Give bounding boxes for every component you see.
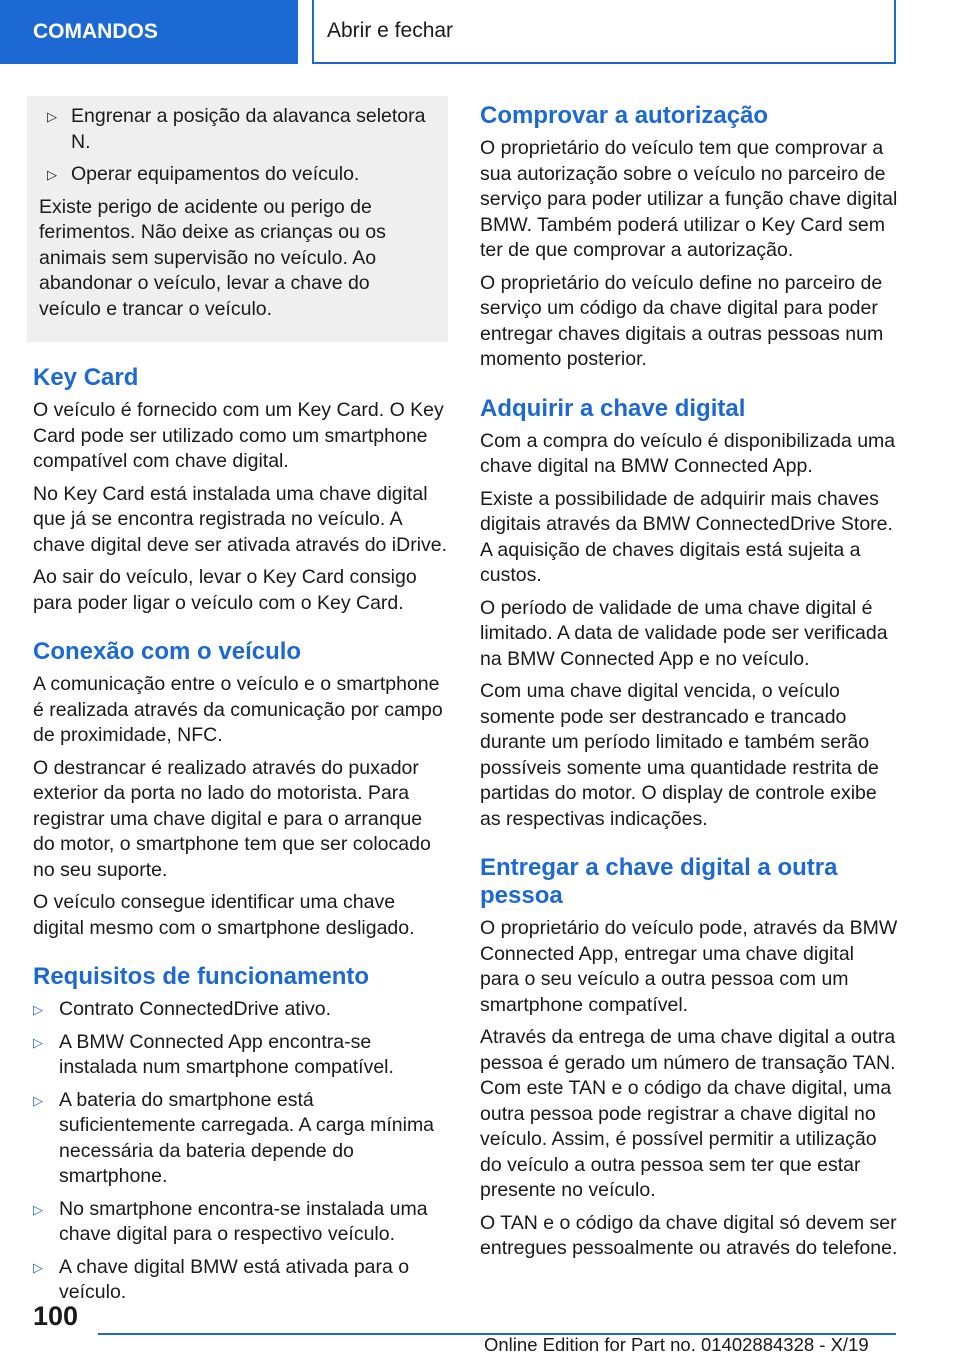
warning-note [27, 96, 448, 342]
list-item: ▷ A chave digital BMW está ativada para o veículo. [33, 1255, 448, 1306]
list-item: ▷ Contrato ConnectedDrive ativo. [33, 997, 448, 1023]
list-item: ▷ Operar equipamentos do veículo. [39, 162, 436, 188]
left-column [33, 96, 448, 1313]
triangle-bullet-icon: ▷ [33, 1259, 43, 1275]
list-item: ▷ A BMW Connected App encontra-se instalada num smartphone compatível. [33, 1030, 448, 1081]
paragraph: Com a compra do veículo é disponibilizada uma chave digital na BMW Connected App. [480, 429, 896, 477]
page-number: 100 [33, 1301, 79, 1331]
heading-comprovar: Comprovar a autorização [480, 102, 769, 129]
triangle-bullet-icon: ▷ [33, 1002, 43, 1017]
section-header [312, 0, 896, 64]
list-item: ▷ No smartphone encontra-se instalada uma chave digital para o respectivo veículo. [33, 1197, 448, 1248]
paragraph: Com uma chave digital vencida, o veículo somente pode ser destrancado e trancado durante um período limitado e também serão possíveis somente uma quantidade restrita de partidas do motor. O display de controle exibe as respectivas indicações. [480, 680, 879, 830]
heading-adquirir: Adquirir a chave digital [480, 394, 746, 422]
warning-text: Existe perigo de acidente ou perigo de ferimentos. Não deixe as crianças ou os animais sem supervisão no veículo. Ao abandonar o veículo, levar a chave do veículo e trancar o veículo. [39, 195, 386, 320]
heading-key-card: Key Card [33, 364, 139, 391]
paragraph: O proprietário do veículo define no parceiro de serviço um código da chave digital para poder entregar chaves digitais a outras pessoas num momento posterior. [480, 271, 884, 370]
paragraph: A comunicação entre o veículo e o smartphone é realizada através da comunicação por campo de proximidade, NFC. [33, 673, 443, 746]
triangle-bullet-icon: ▷ [33, 1092, 43, 1108]
paragraph: No Key Card está instalada uma chave digital que já se encontra registrada no veículo. A chave digital deve ser ativada através do iDrive. [33, 482, 448, 556]
chapter-tab[interactable] [0, 0, 298, 64]
chapter-tab-label: COMANDOS [33, 20, 158, 43]
paragraph: O veículo consegue identificar uma chave digital mesmo com o smartphone desligado. [33, 891, 415, 939]
triangle-bullet-icon: ▷ [33, 1034, 43, 1050]
list-item: ▷ A bateria do smartphone está suficientemente carregada. A carga mínima necessária da bateria depende do smartphone. [33, 1088, 448, 1190]
paragraph: O veículo é fornecido com um Key Card. O Key Card pode ser utilizado como um smartphone compatível com chave digital. [33, 399, 444, 472]
heading-requisitos: Requisitos de funcionamento [33, 963, 370, 990]
edition-footer: Online Edition for Part no. 01402884328 - X/19 [484, 1334, 869, 1355]
paragraph: O TAN e o código da chave digital só devem ser entregues pessoalmente ou através do telefone. [480, 1211, 898, 1259]
paragraph: O período de validade de uma chave digital é limitado. A data de validade pode ser verificada na BMW Connected App e no veículo. [480, 596, 888, 670]
paragraph: Através da entrega de uma chave digital a outra pessoa é gerado um número de transação TAN. Com este TAN e o código da chave digital, uma outra pessoa pode registrar a chave digital no veículo. Assim, é possível permitir a utilização do veículo a outra pessoa sem ter que estar presente no veículo. [480, 1026, 896, 1201]
right-column [480, 96, 898, 1269]
triangle-bullet-icon: ▷ [47, 167, 57, 182]
paragraph: Ao sair do veículo, levar o Key Card consigo para poder ligar o veículo com o Key Card. [33, 566, 417, 614]
triangle-bullet-icon: ▷ [47, 109, 57, 124]
heading-conexao: Conexão com o veículo [33, 638, 302, 665]
paragraph: Existe a possibilidade de adquirir mais chaves digitais através da BMW ConnectedDrive Store. A aquisição de chaves digitais está sujeita a custos. [480, 487, 893, 586]
triangle-bullet-icon: ▷ [33, 1201, 43, 1217]
list-item: ▷ Engrenar a posição da alavanca seletora N. [39, 104, 436, 155]
paragraph: O destrancar é realizado através do puxador exterior da porta no lado do motorista. Para registrar uma chave digital e para o arranque do motor, o smartphone tem que ser colocado no seu suporte. [33, 756, 431, 881]
section-title: Abrir e fechar [327, 19, 454, 42]
heading-entregar: Entregar a chave digital a outra pessoa [480, 854, 838, 909]
paragraph: O proprietário do veículo pode, através da BMW Connected App, entregar uma chave digital para o seu veículo a outra pessoa com um smartphone compatível. [480, 917, 898, 1016]
paragraph: O proprietário do veículo tem que comprovar a sua autorização sobre o veículo no parceiro de serviço para poder utilizar a função chave digital BMW. Também poderá utilizar o Key Card sem ter de que comprovar a autorização. [480, 137, 898, 261]
